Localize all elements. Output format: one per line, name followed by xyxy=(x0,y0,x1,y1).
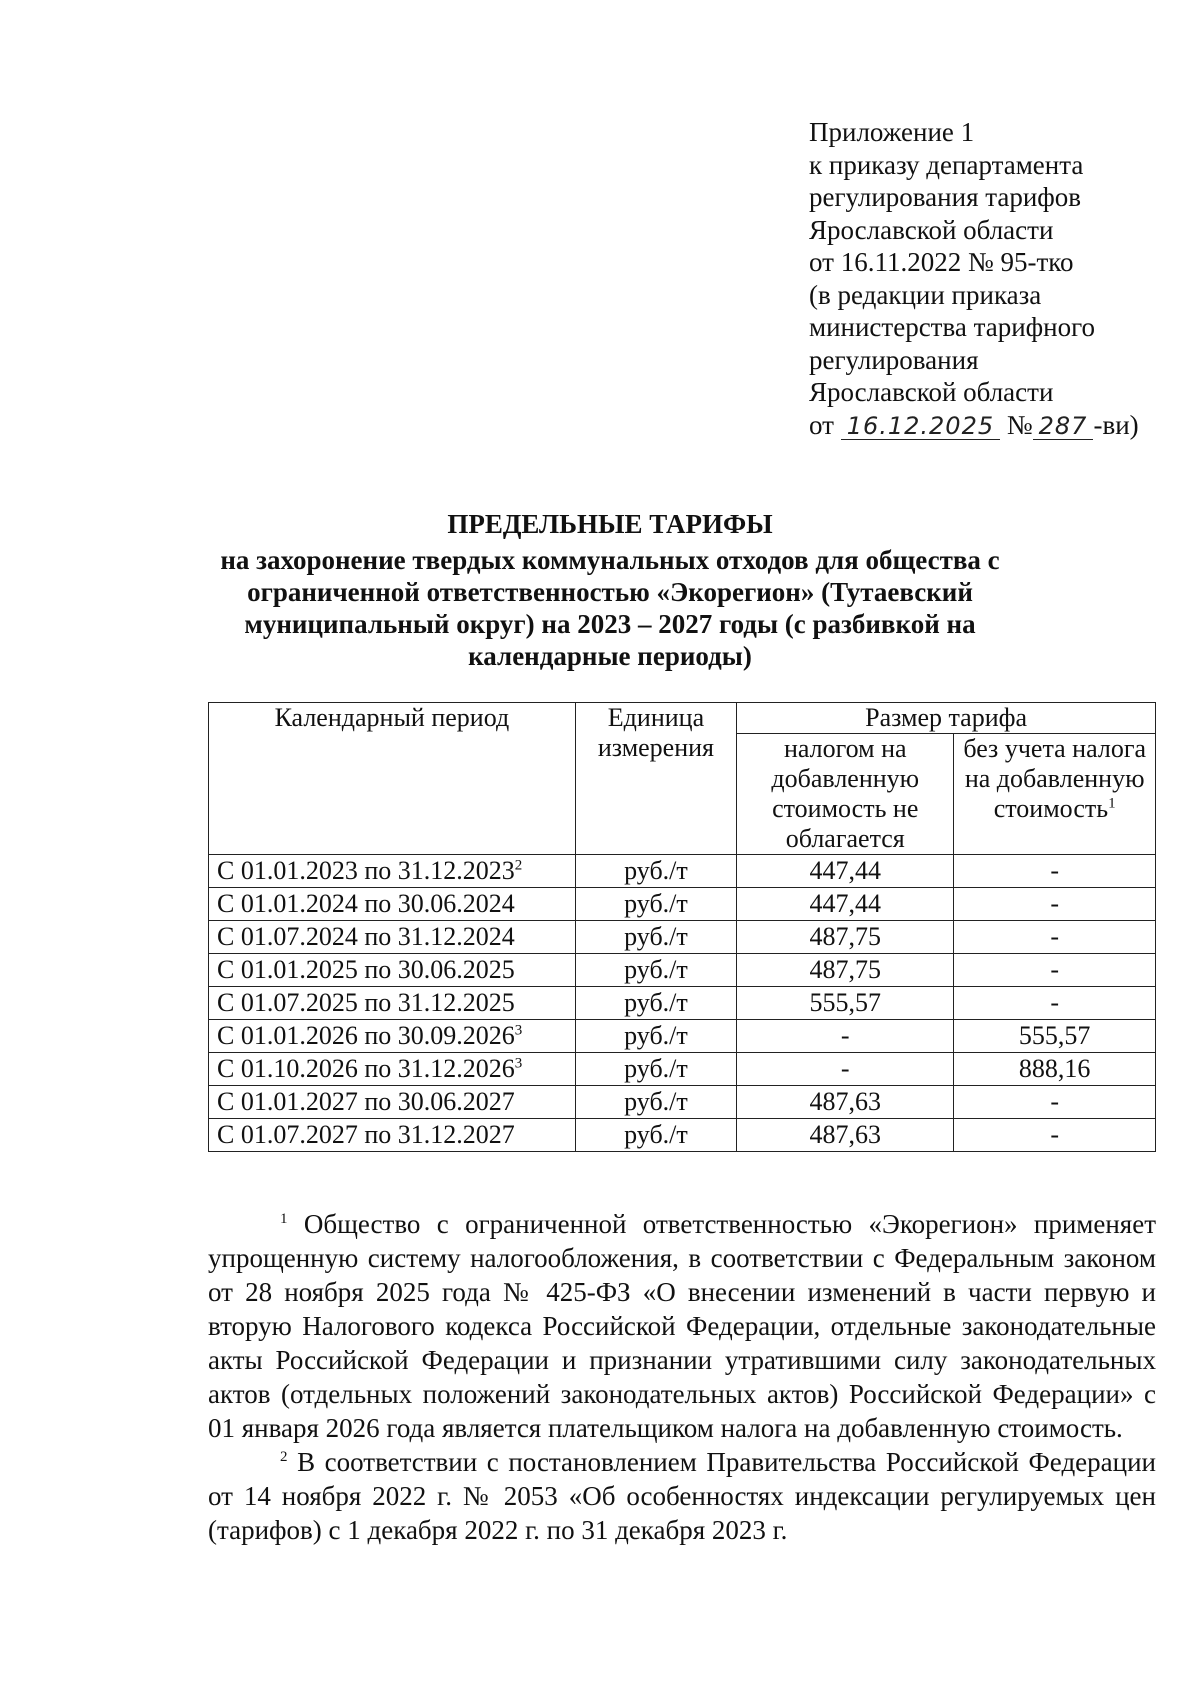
appendix-from-prefix: от xyxy=(809,409,834,440)
cell-period xyxy=(209,888,576,921)
footnote-text: Общество с ограниченной ответственностью «Экорегион» применяет упрощенную систему налогообложения, в соответствии с Федеральным законом от 28 ноября 2025 года № 425-ФЗ «О внесении изменений в части первую и вторую Налогового кодекса Российской Федерации, отдельные законодательные акты Российской Федерации и признании утратившими силу законодательных актов (отдельных положений законодательных актов) Российской Федерации» с 01 января 2026 года является плательщиком налога на добавленную стоимость. xyxy=(208,1209,1156,1443)
header-vat-exempt: налогом на добавленную стоимость не облагается xyxy=(737,734,954,855)
title-subtitle: на захоронение твердых коммунальных отходов для общества с ограниченной ответственностью «Экорегион» (Тутаевский муниципальный округ) на 2023 – 2027 годы (с разбивкой на календарные периоды) xyxy=(220,545,1000,671)
appendix-line: Ярославской области xyxy=(809,377,1054,407)
cell-unit: руб./т xyxy=(575,855,736,888)
table-row xyxy=(209,1053,1156,1086)
period-text: С 01.01.2023 по 31.12.2023 xyxy=(217,856,515,885)
cell-period xyxy=(209,1020,576,1053)
period-text: С 01.01.2025 по 30.06.2025 xyxy=(217,955,515,984)
period-text: С 01.07.2027 по 31.12.2027 xyxy=(217,1120,515,1149)
appendix-line: регулирования тарифов xyxy=(809,182,1082,212)
cell-unit: руб./т xyxy=(575,1119,736,1152)
appendix-line: от 16.11.2022 № 95-тко xyxy=(809,247,1074,277)
cell-without-vat: 888,16 xyxy=(954,1053,1156,1086)
cell-period xyxy=(209,1119,576,1152)
header-period: Календарный период xyxy=(209,703,576,855)
table-row xyxy=(209,921,1156,954)
appendix-suffix: -ви) xyxy=(1093,409,1139,440)
cell-period xyxy=(209,1086,576,1119)
appendix-line: к приказу департамента xyxy=(809,149,1084,180)
appendix-line: (в редакции приказа xyxy=(809,279,1042,310)
table-row xyxy=(209,855,1156,888)
appendix-line: министерства тарифного xyxy=(809,312,1096,342)
footnotes xyxy=(208,1207,1156,1547)
cell-unit: руб./т xyxy=(575,1020,736,1053)
table-row xyxy=(209,888,1156,921)
cell-vat-exempt: 447,44 xyxy=(737,888,954,921)
appendix-line: Ярославской области xyxy=(809,214,1054,245)
footnote-2 xyxy=(208,1445,1156,1547)
cell-period xyxy=(209,855,576,888)
table-row xyxy=(209,1119,1156,1152)
footnote-ref: 1 xyxy=(1108,795,1116,812)
table-row xyxy=(209,1020,1156,1053)
cell-vat-exempt: 555,57 xyxy=(737,987,954,1020)
cell-vat-exempt: - xyxy=(737,1020,954,1053)
footnote-text: В соответствии с постановлением Правительства Российской Федерации от 14 ноября 2022 г. № 2053 «Об особенностях индексации регулируемых цен (тарифов) с 1 декабря 2022 г. по 31 декабря 2023 г. xyxy=(208,1447,1156,1545)
footnote-ref: 3 xyxy=(514,1055,523,1072)
footnote-ref: 3 xyxy=(514,1022,523,1039)
header-without-vat-text: без учета налога на добавленную стоимость xyxy=(963,734,1147,823)
title-main: ПРЕДЕЛЬНЫЕ ТАРИФЫ xyxy=(447,509,773,539)
cell-unit: руб./т xyxy=(575,1086,736,1119)
appendix-line: регулирования xyxy=(809,344,979,375)
cell-unit: руб./т xyxy=(575,888,736,921)
number-sign: № xyxy=(1006,409,1033,440)
appendix-last-line xyxy=(809,409,1169,442)
cell-period xyxy=(209,987,576,1020)
cell-unit: руб./т xyxy=(575,987,736,1020)
period-text: С 01.01.2024 по 30.06.2024 xyxy=(217,889,515,918)
period-text: С 01.10.2026 по 31.12.2026 xyxy=(217,1054,515,1083)
handwritten-date: 16.12.2025 xyxy=(841,413,1000,440)
tariff-table xyxy=(208,702,1156,1152)
cell-period xyxy=(209,954,576,987)
document-title xyxy=(190,508,1030,672)
header-unit: Единица измерения xyxy=(575,703,736,855)
cell-period xyxy=(209,921,576,954)
appendix-block xyxy=(809,116,1169,441)
period-text: С 01.01.2027 по 30.06.2027 xyxy=(217,1087,515,1116)
cell-without-vat: - xyxy=(954,855,1156,888)
cell-without-vat: - xyxy=(954,1119,1156,1152)
footnote-ref: 2 xyxy=(514,857,523,874)
cell-vat-exempt: - xyxy=(737,1053,954,1086)
cell-period xyxy=(209,1053,576,1086)
table-row xyxy=(209,987,1156,1020)
period-text: С 01.07.2024 по 31.12.2024 xyxy=(217,922,515,951)
cell-vat-exempt: 487,75 xyxy=(737,954,954,987)
cell-without-vat: 555,57 xyxy=(954,1020,1156,1053)
table-row xyxy=(209,954,1156,987)
period-text: С 01.07.2025 по 31.12.2025 xyxy=(217,988,515,1017)
footnote-marker: 1 xyxy=(280,1211,288,1227)
footnote-1 xyxy=(208,1207,1156,1445)
cell-vat-exempt: 487,75 xyxy=(737,921,954,954)
appendix-line: Приложение 1 xyxy=(809,117,975,147)
header-tariff-size: Размер тарифа xyxy=(737,703,1156,734)
footnote-marker: 2 xyxy=(280,1449,288,1465)
table-row xyxy=(209,1086,1156,1119)
handwritten-number: 287 xyxy=(1033,413,1094,440)
cell-vat-exempt: 487,63 xyxy=(737,1086,954,1119)
period-text: С 01.01.2026 по 30.09.2026 xyxy=(217,1021,515,1050)
cell-without-vat: - xyxy=(954,987,1156,1020)
cell-unit: руб./т xyxy=(575,921,736,954)
cell-without-vat: - xyxy=(954,1086,1156,1119)
cell-without-vat: - xyxy=(954,954,1156,987)
cell-without-vat: - xyxy=(954,921,1156,954)
cell-vat-exempt: 447,44 xyxy=(737,855,954,888)
header-without-vat xyxy=(954,734,1156,855)
cell-unit: руб./т xyxy=(575,1053,736,1086)
cell-unit: руб./т xyxy=(575,954,736,987)
cell-without-vat: - xyxy=(954,888,1156,921)
cell-vat-exempt: 487,63 xyxy=(737,1119,954,1152)
